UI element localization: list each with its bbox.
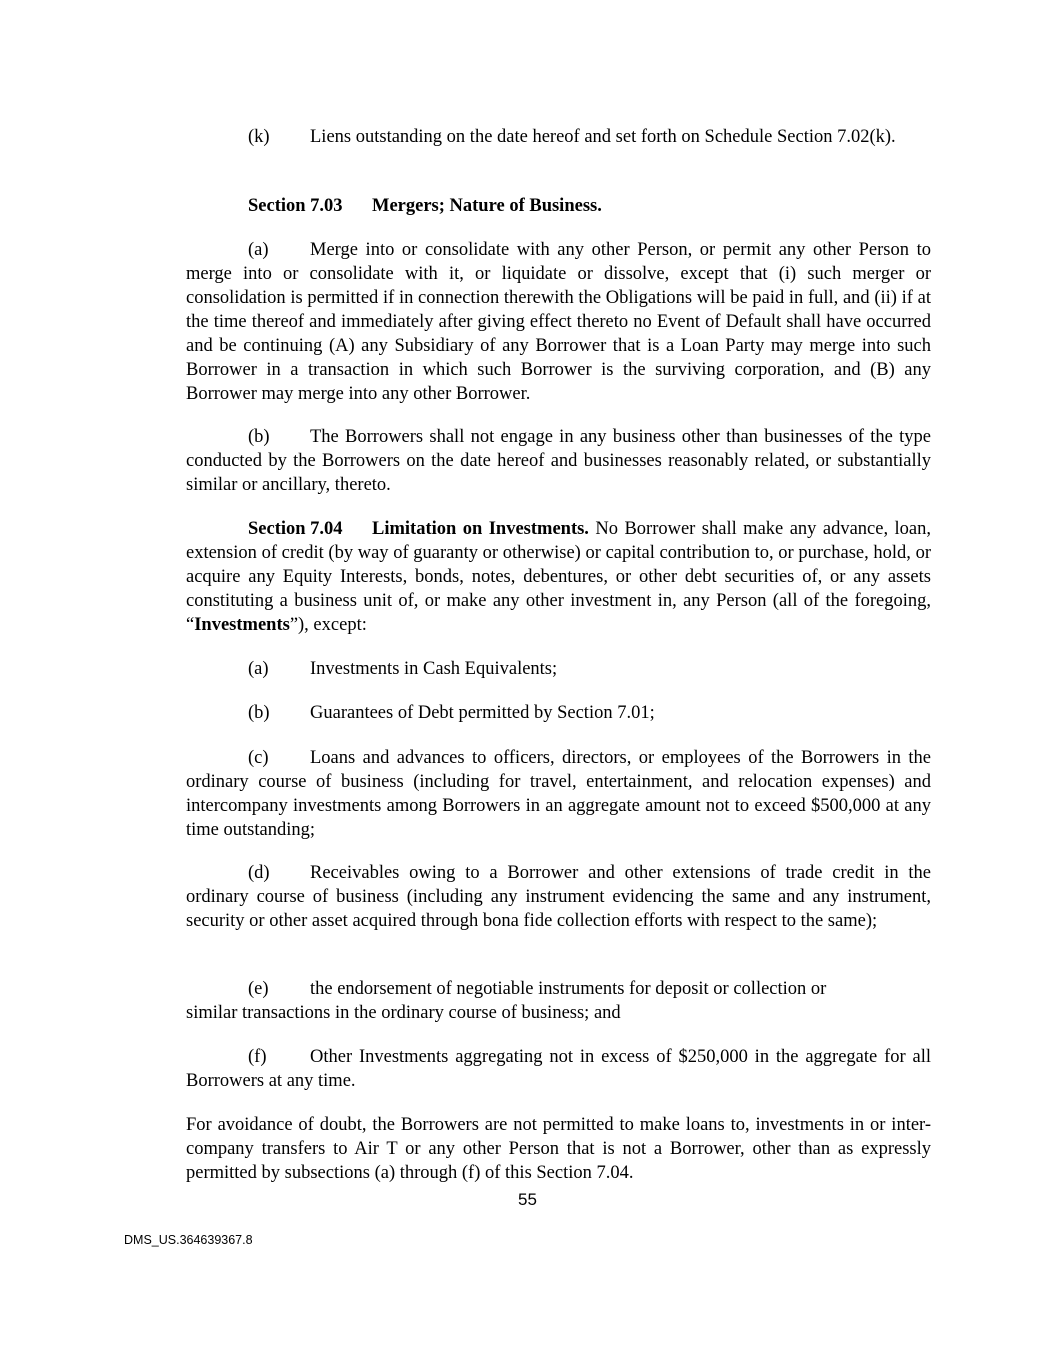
clause-7-04-a: [186, 657, 931, 681]
clause-text: Other Investments aggregating not in excess of $250,000 in the aggregate for all Borrowers at any time.: [186, 1047, 931, 1091]
defined-term: Investments: [194, 615, 290, 635]
clause-label: (b): [248, 703, 270, 723]
clause-label: (b): [248, 427, 270, 447]
section-number: Section 7.04: [248, 519, 343, 539]
clause-text-line-2: similar transactions in the ordinary course of business; and: [186, 1003, 621, 1023]
section-7-04-intro: [186, 517, 931, 637]
clause-text: The Borrowers shall not engage in any business other than businesses of the type conducted by the Borrowers on the date hereof and businesses reasonably related, or substantially similar or ancillary, thereto.: [186, 427, 931, 495]
clause-7-04-e: [186, 977, 931, 1025]
section-title: Mergers; Nature of Business.: [372, 196, 602, 216]
clause-7-04-c: [186, 746, 931, 842]
clause-7-03-a: [186, 238, 931, 406]
clause-label: (a): [248, 240, 269, 260]
page-number: 55: [518, 1190, 537, 1209]
clause-label: (a): [248, 659, 269, 679]
clause-label: (c): [248, 748, 269, 768]
clause-text: Merge into or consolidate with any other Person, or permit any other Person to merge into or consolidate with it, or liquidate or dissolve, except that (i) such merger or consolidation is permitted if in connection therewith the Obligations will be paid in full, and (ii) if at the time thereof and immediately after giving effect thereto no Event of Default shall have occurred and be continuing (A) any Subsidiary of any Borrower that is a Loan Party may merge into such Borrower in a transaction in which such Borrower is the surviving corporation, and (B) any Borrower may merge into any other Borrower.: [186, 240, 931, 404]
clause-label: (k): [248, 127, 270, 147]
clause-text: Investments in Cash Equivalents;: [310, 659, 558, 679]
clause-label: (f): [248, 1047, 267, 1067]
clause-7-04-d: [186, 861, 931, 933]
section-text-end: ”), except:: [289, 615, 367, 635]
clause-label: (d): [248, 863, 270, 883]
clause-text: Loans and advances to officers, directors, or employees of the Borrowers in the ordinary course of business (including for travel, entertainment, and relocation expenses) and intercompany investments among Borrowers in an aggregate amount not to exceed $500,000 at any time outstanding;: [186, 748, 931, 840]
section-number: Section 7.03: [248, 196, 343, 216]
clause-k: [186, 125, 931, 149]
clause-7-04-f: [186, 1045, 931, 1093]
section-heading-7-03: [186, 194, 931, 218]
clause-text: Liens outstanding on the date hereof and set forth on Schedule Section 7.02(k).: [310, 127, 896, 147]
clause-text-line-1: the endorsement of negotiable instruments for deposit or collection or: [310, 979, 827, 999]
section-text: No Borrower shall make any advance, loan, extension of credit (by way of guaranty or otherwise) or capital contribution to, or purchase, hold, or acquire any Equity Interests, bonds, notes, debentures, or other debt securities of, or any assets constituting a business unit of, or make any other investment in, any Person (all of the foregoing, “: [186, 519, 931, 635]
clause-7-03-b: [186, 425, 931, 497]
clause-7-04-b: [186, 701, 931, 725]
clause-text: Guarantees of Debt permitted by Section 7.01;: [310, 703, 655, 723]
clause-label: (e): [248, 979, 269, 999]
clause-text: Receivables owing to a Borrower and other extensions of trade credit in the ordinary course of business (including any instrument evidencing the same and any instrument, security or other asset acquired through bona fide collection efforts with respect to the same);: [186, 863, 931, 931]
section-title: Limitation on Investments.: [372, 519, 589, 539]
document-id: DMS_US.364639367.8: [124, 1233, 253, 1247]
closing-paragraph: For avoidance of doubt, the Borrowers are not permitted to make loans to, investments in or inter-company transfers to Air T or any other Person that is not a Borrower, other than as expressly permitted by subsections (a) through (f) of this Section 7.04.: [186, 1115, 931, 1183]
